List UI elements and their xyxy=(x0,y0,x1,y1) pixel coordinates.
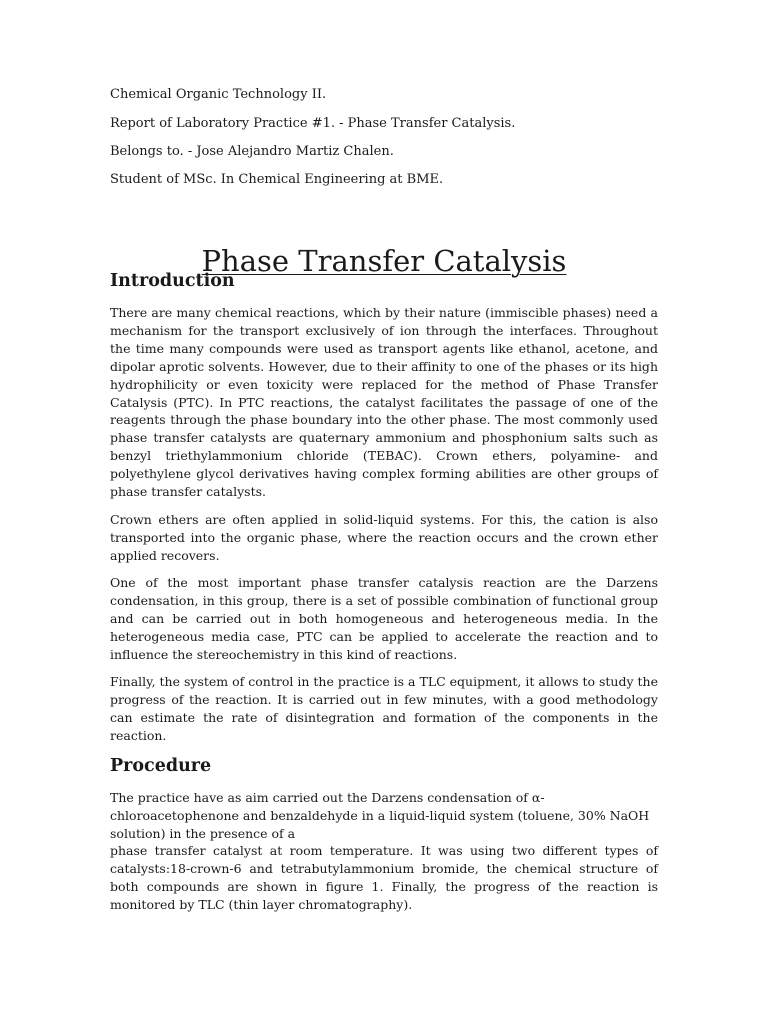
report-line: Report of Laboratory Practice #1. - Phase Transfer Catalysis. xyxy=(110,116,516,131)
student-line: Student of MSc. In Chemical Engineering at BME. xyxy=(110,172,444,187)
procedure-heading: Procedure xyxy=(110,756,212,776)
course-line: Chemical Organic Technology II. xyxy=(110,87,327,102)
intro-paragraph-1: There are many chemical reactions, which by their nature (immiscible phases) need a mechanism for the transport exclusively of ion through the interfaces. Throughout the time many compounds were used as transport agents like ethanol, acetone, and dipolar aprotic solvents. However, due to their affinity to one of the phases or its high hydrophilicity or even toxicity were replaced for the method of Phase Transfer Catalysis (PTC). In PTC reactions, the catalyst facilitates the passage of one of the reagents through the phase boundary into the other phase. The most commonly used phase transfer catalysts are quaternary ammonium and phosphonium salts such as benzyl triethylammonium chloride (TEBAC). Crown ethers, polyamine- and polyethylene glycol derivatives having complex forming abilities are other groups of phase transfer catalysts. xyxy=(110,305,658,500)
document-title: Phase Transfer Catalysis xyxy=(201,244,567,279)
author-line: Belongs to. - Jose Alejandro Martiz Chalen. xyxy=(110,144,394,159)
procedure-paragraph-a: The practice have as aim carried out the Darzens condensation of α-chloroacetophenone and benzaldehyde in a liquid-liquid system (toluene, 30% NaOH solution) in the presence of a xyxy=(110,790,650,841)
intro-paragraph-4: Finally, the system of control in the practice is a TLC equipment, it allows to study the progress of the reaction. It is carried out in few minutes, with a good methodology can estimate the rate of disintegration and formation of the components in the reaction. xyxy=(110,674,658,743)
introduction-heading: Introduction xyxy=(110,271,235,291)
intro-paragraph-3: One of the most important phase transfer catalysis reaction are the Darzens condensation, in this group, there is a set of possible combination of functional group and can be carried out in both homogeneous and heterogeneous media. In the heterogeneous media case, PTC can be applied to accelerate the reaction and to influence the stereochemistry in this kind of reactions. xyxy=(110,575,658,662)
procedure-paragraph-b: phase transfer catalyst at room temperature. It was using two different types of catalysts:18-crown-6 and tetrabutylammonium bromide, the chemical structure of both compounds are shown in figure 1. Finally, the progress of the reaction is monitored by TLC (thin layer chromatography). xyxy=(110,843,658,912)
intro-paragraph-2: Crown ethers are often applied in solid-liquid systems. For this, the cation is also transported into the organic phase, where the reaction occurs and the crown ether applied recovers. xyxy=(110,512,658,563)
